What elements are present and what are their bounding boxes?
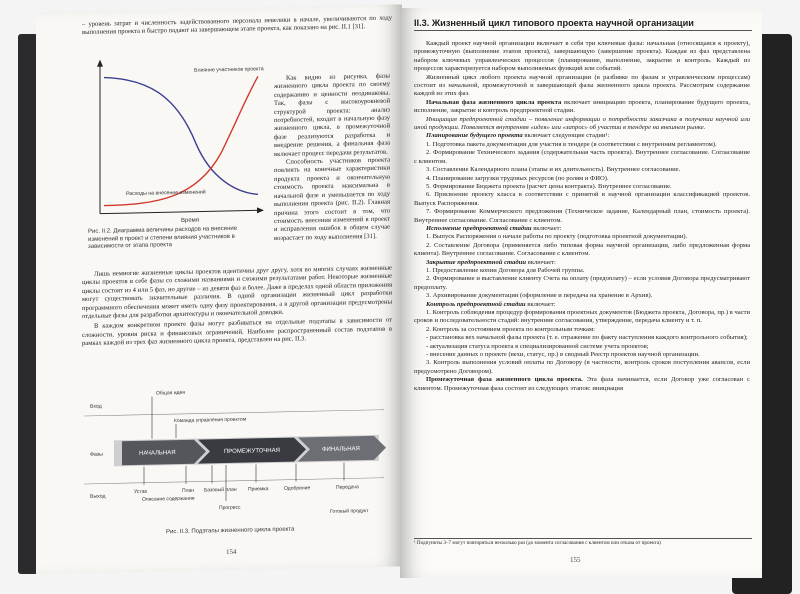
fig-caption-3: Рис. II.3. Подэтапы жизненного цикла проекта bbox=[166, 526, 295, 536]
label-plan: План bbox=[182, 487, 195, 494]
row-phases: Фазы bbox=[90, 451, 103, 458]
left-para-2: Лишь немногие жизненные циклы проектов идентичны друг другу, хотя во многих случаях жизненные циклы проектов в себе фазы со схожими названиями и схожими результатами работ. Некоторые жизненные циклы состоят из 4 или 5 фаз, но другие – из девяти фаз и более. Даже в пределах одной области приложения могут существовать значительные различия. В одной организации жизненный цикл разработки программного обеспечения может иметь одну фазу проектирования, а в другой организации предусмотрены отдельные фазы для разработки архитектуры и окончательной доводки. В каждом конкретном проекте фазы могут разбиваться на отдельные подэтапы в зависимости от сложности, уровня риска и финансовых ограничений. Наиболее распространенный состав подэтапов в рамках каждой из трех фаз жизненного цикла проекта, представлен на рис. II.3. bbox=[82, 264, 392, 348]
label-progress: Прогресс bbox=[219, 504, 241, 512]
label-product: Готовый продукт bbox=[330, 508, 369, 515]
left-page bbox=[36, 4, 402, 574]
label-scope: Описание содержания bbox=[142, 495, 195, 503]
label-baseline: Базовый план bbox=[204, 486, 237, 494]
label-acceptance: Приемка bbox=[248, 486, 269, 493]
row-output: Выход bbox=[90, 493, 106, 500]
section-heading: II.3. Жизненный цикл типового проекта научной организации bbox=[414, 18, 752, 31]
label-approval: Одобрение bbox=[284, 485, 311, 492]
right-body: Каждый проект научной организации включает в себя три ключевые фазы: начальная (относящаяся к проекту), промежуточную (выполнение этапов проекта), завершающую (завершение проекта). Каждая из фаз представлена набором ключевых управленческих процессов (планирование, выполнение, закрытие и контроль. Каждый из процессов характеризуется набором выполняемых функций или событий. Жизненный цикл любого проекта научной организации (в разбивке по фазам и управленческим процессам) состоит из начальной, промежуточной и завершающей фазы жизненного цикла проекта. Рассмотрим содержание каждой из этих фаз. Начальная фаза жизненного цикла проекта включает инициацию проекта, планирование будущего проекта, исполнение, закрытие и контроль предпроектной стадии. Инициация предпроектной стадии – появление информации о потребности заказчика в получении научной или иной продукции. Появляется внутренняя «идея» или «запрос» об участии в тендере на внешнем рынке. Планирование будущего проекта включает следующие стадии¹: 1. Подготовка пакета документации для участия в тендере (в соответствии с внутренним регламентом). 2. Формирование Технического задания (содержательная часть проекта). Внутреннее согласование. Согласование с клиентом. 3. Составление Календарного плана (этапы и их длительность). Внутреннее согласование. 4. Планирование загрузки трудовых ресурсов (по ролям и ФИО). 5. Формирование Бюджета проекта (расчет цены контракта). Внутреннее согласование. 6. Присвоение проекту класса в соответствии с принятой в научной организации классификацией проектов. Выпуск Распоряжения. 7. Формирование Коммерческого предложения (Техническое задание, Календарный план, стоимость проекта). Внутреннее согласование. Согласование с клиентом. Исполнение предпроектной стадии включает: 1. Выпуск Распоряжения о начале работы по проекту (подготовка проектной документации). 2. Составление Договора (применяется либо типовая форма научной организации, либо предложенная форма клиента). Внутреннее согласование. Согласование с клиентом. Закрытие предпроектной стадии включает: 1. Предоставление копии Договора для Рабочей группы. 2. Формирование и выставление клиенту Счета на оплату (предоплату) – если условия Договора предусматривают предоплату. 3. Архивирование документации (оформление и передача на хранение в Архив). Контроль предпроектной стадии включает: 1. Контроль соблюдения процедур формирования проектных документов (Бюджета проекта, Договора, пр.) в части сроков и последовательности стадий: внутренние согласования, утверждение, передача клиенту и т. п. 2. Контроль за состоянием проекта по контрольным точкам: - расстановка вех начальной фазы проекта (т. е. отражение по факту наступления каждого контрольного события); - актуализация статуса проекта в специализированной системе учета проектов; - внесение данных о проекте (вехи, статус, пр.) в сводный Реестр проектов научной организации. 3. Контроль выполнения условий оплаты по Договору (в частности, контроль сроков поступления авансов, если предусмотрено Договором). Промежуточная фаза жизненного цикла проекта. Эта фаза начинается, если Договор уже согласован с клиентом. Промежуточная фаза состоит из следующих этапов: инициация bbox=[414, 40, 751, 392]
left-col-right: Как видно из рисунка, фазы жизненного цикла проекта по своему содержанию и ценности неодинаковы. Так, фазы с высокоуровневой структурой проекта: анализ потребностей, входит в начальную фазу жизненного цикла, в промежуточной фазе реализуются разработка и внедрение решения, а финальная фаза включает процесс передачи результатов. Способность участников проекта повлиять на конечные характеристики продукта проекта и окончательную стоимость проекта максимальна в начальной фазе и уменьшается по ходу выполнения проекта (рис. II.2). Главная причина этого состоит в том, что стоимость внесения изменений в проект и исправления ошибок в общем случае возрастает по ходу выполнения [31]. bbox=[274, 72, 390, 242]
label-general-idea: Общая идея bbox=[156, 389, 185, 397]
right-page bbox=[400, 8, 762, 578]
label-handover: Передача bbox=[336, 484, 359, 491]
label-cost: Расходы на внесение изменений bbox=[126, 189, 206, 198]
phase-intermediate-label: ПРОМЕЖУТОЧНАЯ bbox=[224, 447, 280, 456]
label-charter: Устав bbox=[134, 488, 148, 495]
label-influence: Влияние участников проекта bbox=[194, 66, 264, 74]
cover-edge-left bbox=[18, 34, 38, 574]
row-input: Вход bbox=[90, 403, 102, 410]
left-intro: – уровень затрат и численность задействованного персонала невелики в начале, увеличиваются по ходу выполнения проекта и быстро падают на завершающем этапе проекта, как показано на рис. II.1 [31]. bbox=[82, 14, 392, 37]
influence-curve bbox=[104, 74, 258, 197]
label-team: Команда управления проектом bbox=[174, 416, 247, 425]
cost-curve bbox=[104, 76, 258, 205]
fig-caption-2: Рис. II.2. Диаграмма величины расходов на внесение изменений в проект и степени влияния участников в зависимости от этапа проекта bbox=[88, 225, 238, 250]
influence-cost-chart bbox=[86, 52, 266, 226]
phase-final-label: ФИНАЛЬНАЯ bbox=[322, 446, 360, 454]
page-number-left: 154 bbox=[226, 547, 237, 557]
axis-x-label: Время bbox=[181, 217, 200, 224]
page-number-right: 155 bbox=[570, 556, 581, 564]
footnote: ¹ Подпункты 3–7 могут повторяться несколько раз (до момента согласования с клиентом или отказа от проекта) bbox=[414, 538, 752, 546]
lifecycle-subphase-diagram bbox=[84, 380, 394, 526]
phase-initial-label: НАЧАЛЬНАЯ bbox=[139, 450, 176, 457]
